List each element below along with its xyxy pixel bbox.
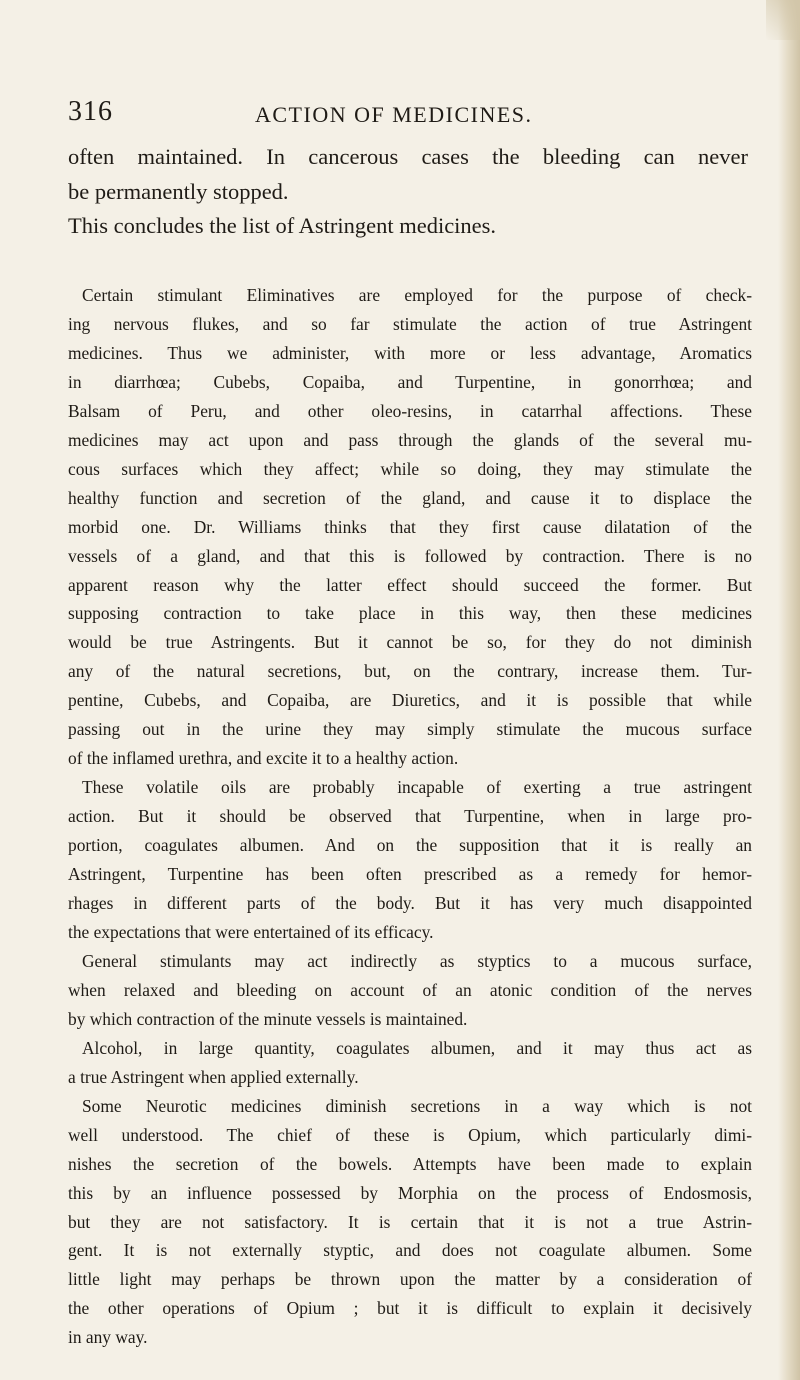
- text-line: the other operations of Opium ; but it is difficult to explain it decisively: [68, 1298, 752, 1319]
- text-line: well understood. The chief of these is Opium, which particularly dimi-: [68, 1124, 752, 1145]
- text-line: any of the natural secretions, but, on the contrary, increase them. Tur-: [68, 661, 752, 682]
- page-number: 316: [68, 96, 113, 127]
- text-line: rhages in different parts of the body. But it has very much disappointed: [68, 893, 752, 914]
- page-corner-wear: [766, 0, 800, 40]
- text-line: this by an influence possessed by Morphia on the process of Endosmosis,: [68, 1182, 752, 1203]
- text-line: when relaxed and bleeding on account of an atonic condition of the nerves: [68, 979, 752, 1000]
- text-line: Balsam of Peru, and other oleo-resins, in catarrhal affections. These: [68, 400, 752, 421]
- text-line: General stimulants may act indirectly as styptics to a mucous surface,: [82, 950, 752, 971]
- text-line: action. But it should be observed that Turpentine, when in large pro-: [68, 806, 752, 827]
- page-edge-shadow: [778, 0, 800, 1380]
- text-line: in diarrhœa; Cubebs, Copaiba, and Turpentine, in gonorrhœa; and: [68, 371, 752, 392]
- text-line: pentine, Cubebs, and Copaiba, are Diuretics, and it is possible that while: [68, 690, 752, 711]
- text-line: Some Neurotic medicines diminish secretions in a way which is not: [82, 1095, 752, 1116]
- text-line: but they are not satisfactory. It is certain that it is not a true Astrin-: [68, 1211, 752, 1232]
- text-line: vessels of a gland, and that this is followed by contraction. There is no: [68, 545, 752, 566]
- running-title: ACTION OF MEDICINES.: [255, 102, 533, 127]
- large-type-text: [68, 140, 748, 244]
- text-line: little light may perhaps be thrown upon the matter by a consideration of: [68, 1269, 752, 1290]
- text-line: ing nervous flukes, and so far stimulate the action of true Astringent: [68, 313, 752, 334]
- text-line: Certain stimulant Eliminatives are employed for the purpose of check-: [82, 285, 752, 305]
- text-line: the expectations that were entertained of its efficacy.: [68, 921, 434, 942]
- text-line: be permanently stopped.: [68, 178, 289, 204]
- text-line: These volatile oils are probably incapable of exerting a true astringent: [82, 777, 752, 798]
- text-line: in any way.: [68, 1327, 148, 1348]
- text-line: by which contraction of the minute vessels is maintained.: [68, 1008, 468, 1029]
- text-line: a true Astringent when applied externally.: [68, 1066, 359, 1087]
- text-line: portion, coagulates albumen. And on the supposition that it is really an: [68, 835, 752, 856]
- text-line: medicines may act upon and pass through the glands of the several mu-: [68, 429, 752, 450]
- text-line: healthy function and secretion of the gland, and cause it to displace the: [68, 487, 752, 508]
- text-line: nishes the secretion of the bowels. Attempts have been made to explain: [68, 1153, 752, 1174]
- text-line: medicines. Thus we administer, with more or less advantage, Aromatics: [68, 342, 752, 363]
- text-line: passing out in the urine they may simply stimulate the mucous surface: [68, 719, 752, 740]
- text-line: apparent reason why the latter effect should succeed the former. But: [68, 574, 752, 595]
- text-line: This concludes the list of Astringent medicines.: [68, 213, 497, 238]
- text-line: Alcohol, in large quantity, coagulates albumen, and it may thus act as: [82, 1037, 752, 1058]
- text-line: Astringent, Turpentine has been often prescribed as a remedy for hemor-: [68, 864, 752, 885]
- body-text: [68, 281, 752, 1352]
- text-line: supposing contraction to take place in this way, then these medicines: [68, 603, 752, 624]
- text-line: morbid one. Dr. Williams thinks that they first cause dilatation of the: [68, 516, 752, 537]
- text-line: cous surfaces which they affect; while so doing, they may stimulate the: [68, 458, 752, 479]
- text-line: of the inflamed urethra, and excite it to a healthy action.: [68, 748, 459, 769]
- text-line: would be true Astringents. But it cannot be so, for they do not diminish: [68, 632, 752, 653]
- text-line: often maintained. In cancerous cases the bleeding can never: [68, 144, 748, 169]
- text-line: gent. It is not externally styptic, and does not coagulate albumen. Some: [68, 1240, 752, 1261]
